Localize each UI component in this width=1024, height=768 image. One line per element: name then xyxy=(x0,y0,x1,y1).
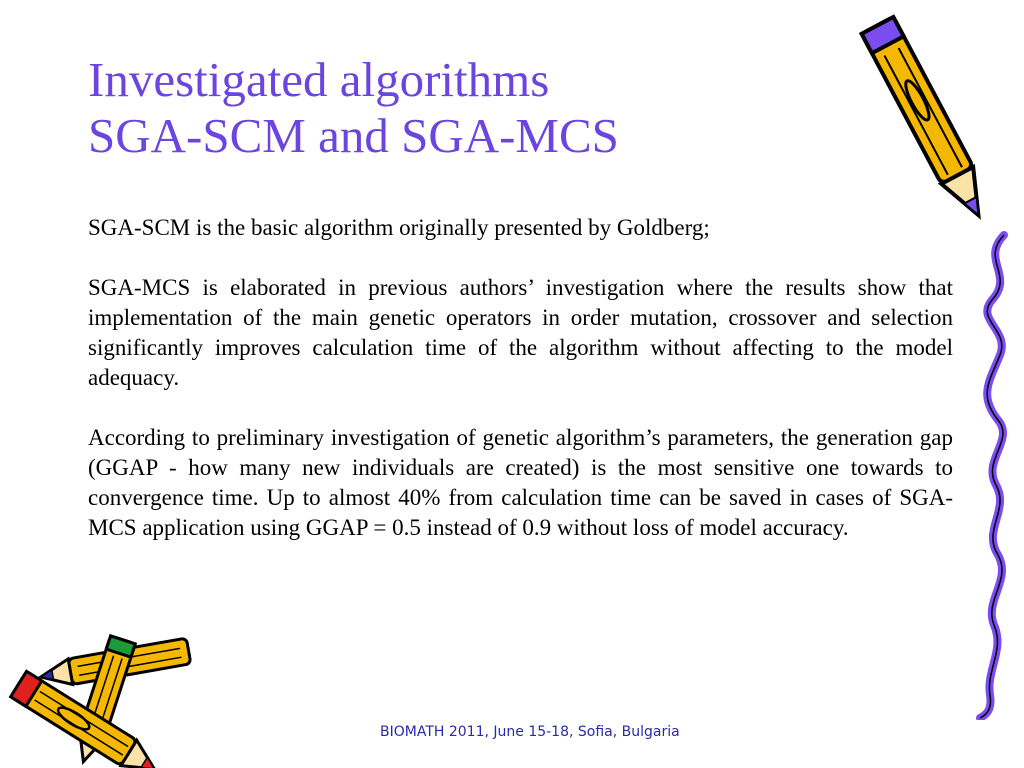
squiggle-border xyxy=(970,230,1024,720)
title-line-2: SGA-SCM and SGA-MCS xyxy=(88,108,619,163)
paragraph-2: SGA-MCS is elaborated in previous authors’ investigation where the results show that implementation of the main genetic operators in order mutation, crossover and selection significantly improves calculation time of the algorithm without affecting to the model adequacy. xyxy=(88,275,953,390)
slide-title xyxy=(88,52,848,164)
paragraph-1: SGA-SCM is the basic algorithm originally presented by Goldberg; xyxy=(88,215,710,240)
paragraph-3: According to preliminary investigation of genetic algorithm’s parameters, the generation gap (GGAP - how many new individuals are created) is the most sensitive one towards to convergence time. Up to almost 40% from calculation time can be saved in cases of SGA-MCS application using GGAP = 0.5 instead of 0.9 without loss of model accuracy. xyxy=(88,425,953,540)
pencil-icon xyxy=(855,2,1005,242)
footer-text: BIOMATH 2011, June 15-18, Sofia, Bulgaria xyxy=(380,724,680,740)
slide-body xyxy=(88,213,953,573)
title-line-1: Investigated algorithms xyxy=(88,52,550,107)
pencils-cluster-icon xyxy=(0,615,220,768)
